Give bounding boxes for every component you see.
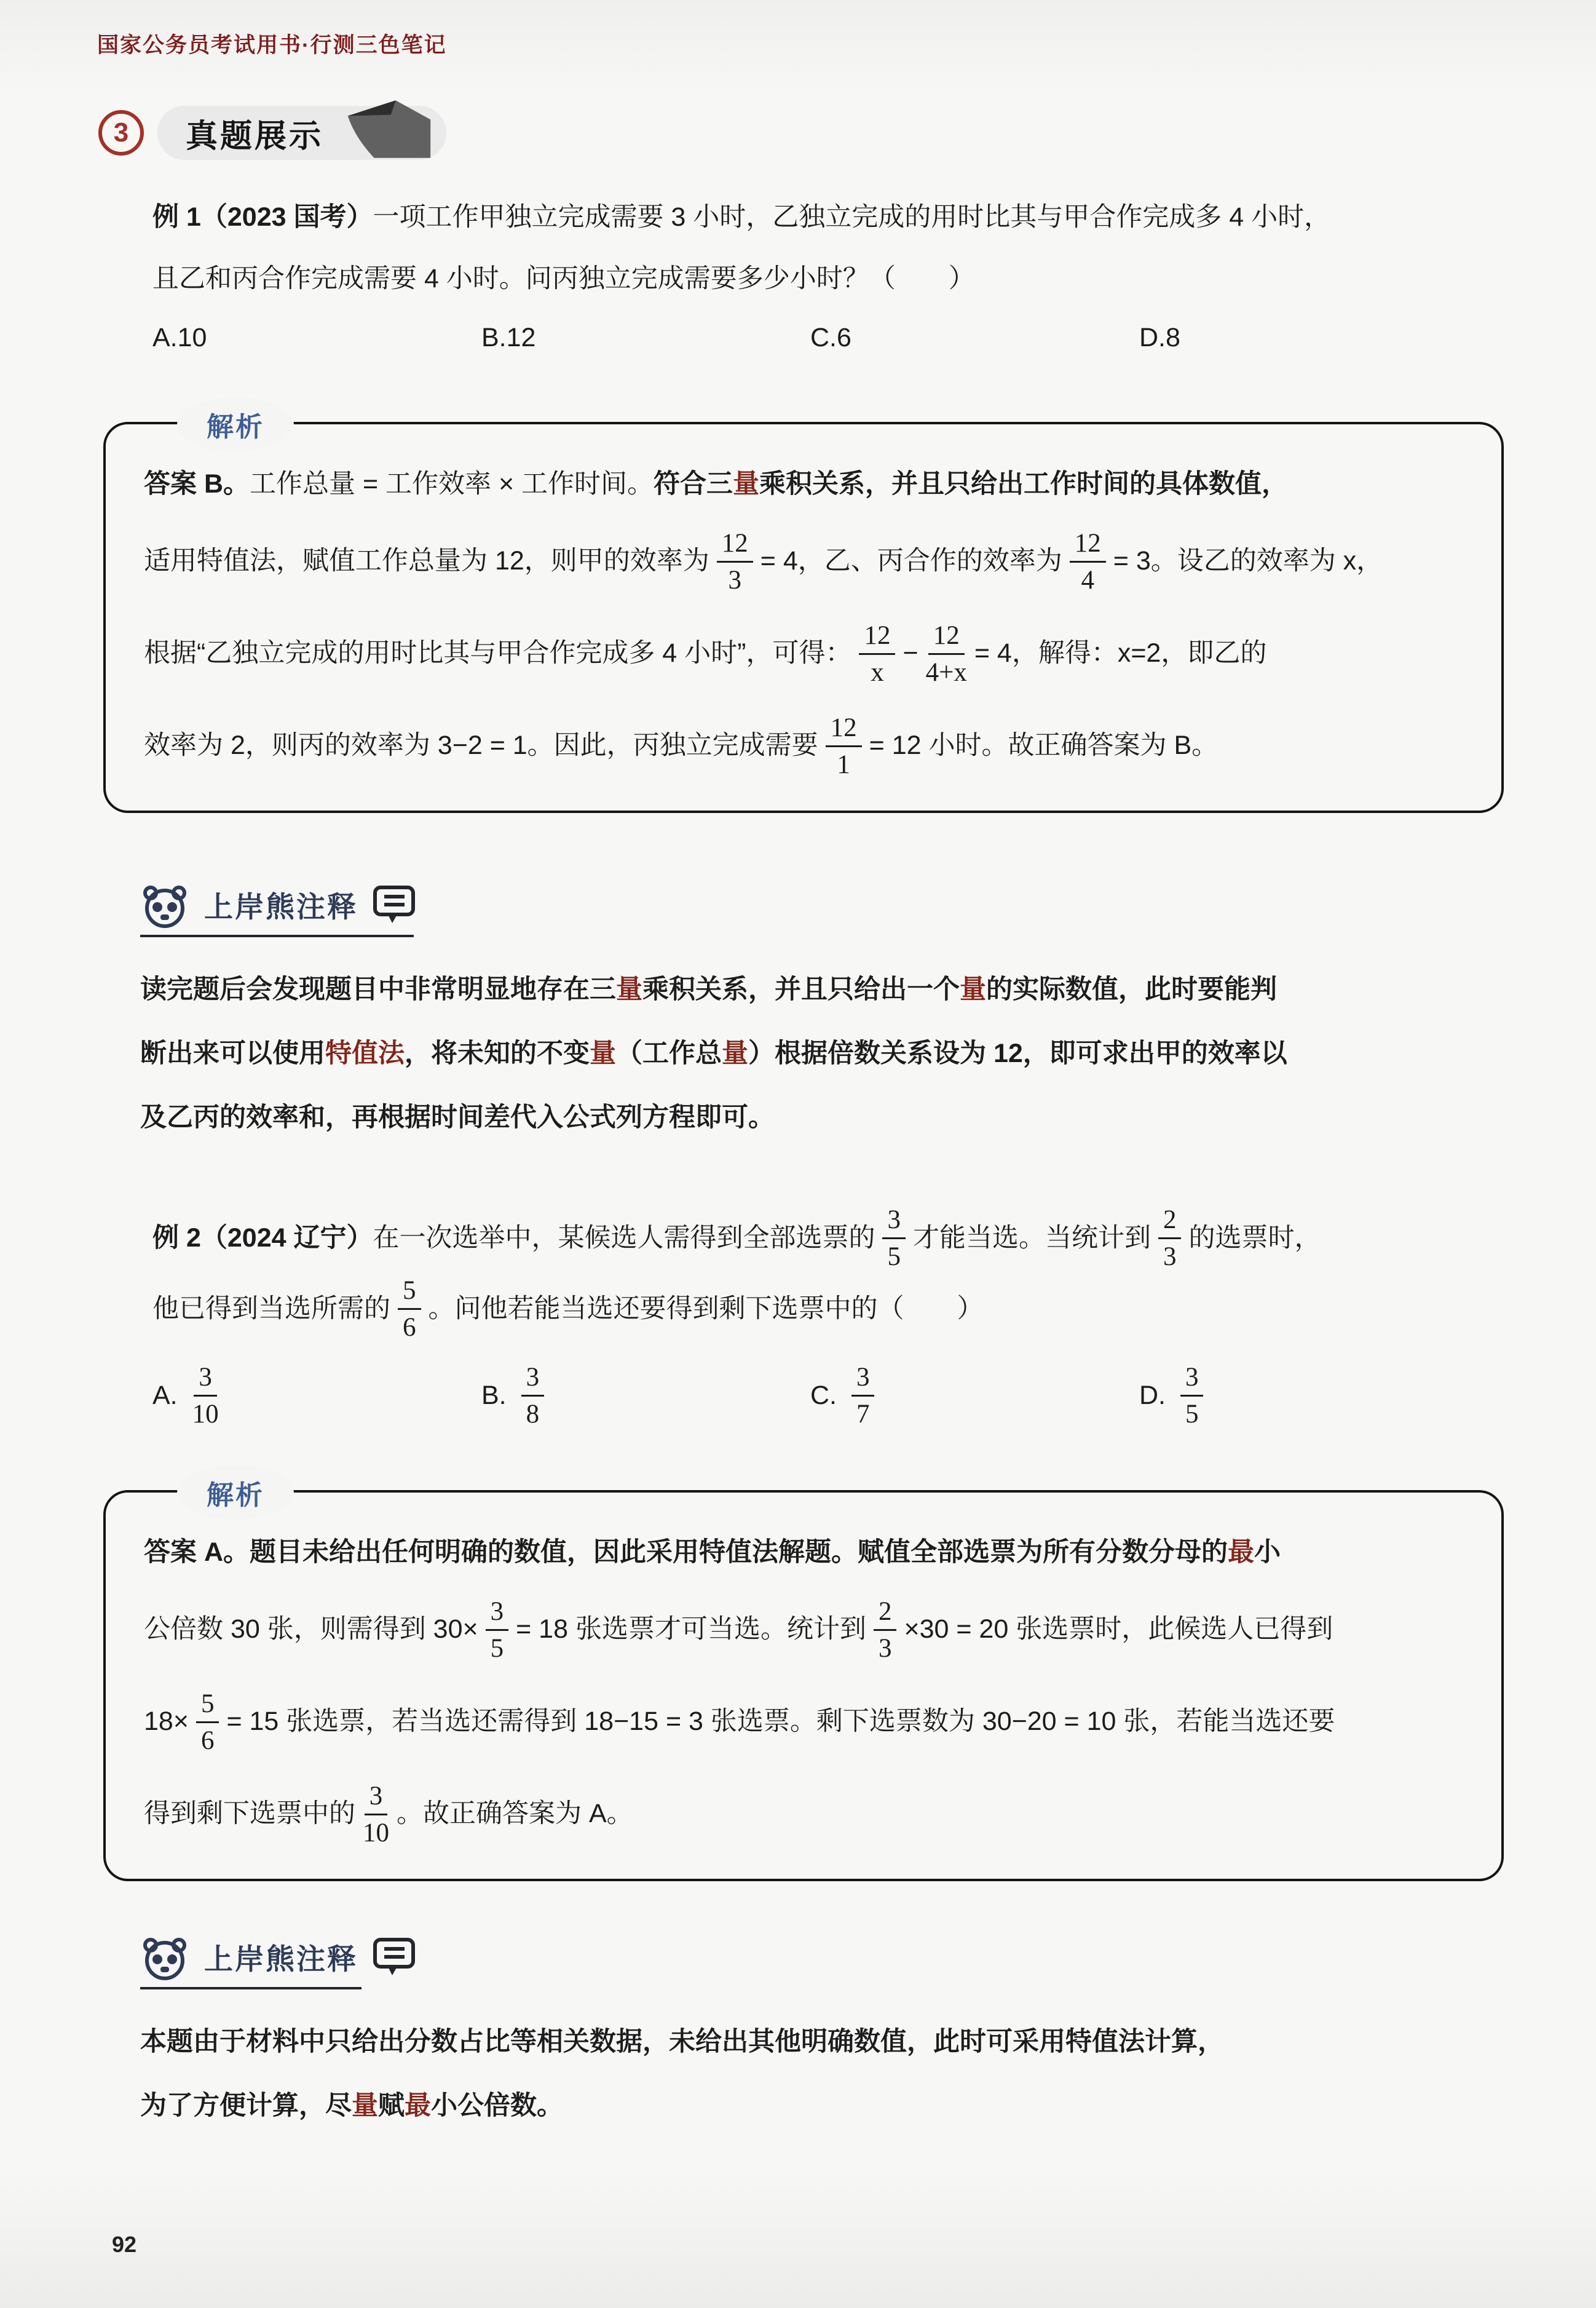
section-title: 真题展示 <box>186 118 324 154</box>
option-d: D. $\frac{3}{5}$ <box>1139 1360 1468 1431</box>
note-line: 为了方便计算，尽 量 赋 最 小公倍数。 <box>140 2091 563 2121</box>
note-underline <box>140 1987 361 1989</box>
note-header <box>140 1929 1498 1985</box>
problem-2 <box>152 1203 1473 1344</box>
analysis-line: 根据“乙独立完成的用时比其与甲合作完成多 4 小时”，可得： $\frac{12}{x}$ − $\frac{12}{4+x}$ = 4，解得：x=2，即乙的 <box>144 621 1267 687</box>
option-b: B. $\frac{3}{8}$ <box>481 1360 810 1431</box>
problem-line: 例 2（2024 辽宁） 在一次选举中，某候选人需得到全部选票的 $\frac{3}{5}$ 才能当选。当统计到 $\frac{2}{3}$ 的选票时， <box>152 1205 1321 1271</box>
option-d: D.8 <box>1139 323 1180 353</box>
analysis-line: 答案 B。 工作总量 = 工作效率 × 工作时间。 符合三 量 乘积关系，并且只给出工作时间的具体数值， <box>144 469 1289 499</box>
speech-bubble-icon <box>373 1937 417 1977</box>
options-row-2 <box>152 1360 1596 1431</box>
ribbon-icon <box>339 97 435 161</box>
bear-icon <box>140 1932 189 1981</box>
option-c: C. $\frac{3}{7}$ <box>810 1360 1139 1431</box>
option-b: B.12 <box>481 323 536 353</box>
note-body <box>140 2010 1498 2138</box>
problem-line: 例 1（2023 国考） 一项工作甲独立完成需要 3 小时，乙独立完成的用时比其与甲合作完成多 4 小时， <box>152 202 1331 232</box>
note-underline <box>140 935 414 937</box>
option-a: A. $\frac{3}{10}$ <box>152 1363 219 1429</box>
option-a: A.10 <box>152 323 207 353</box>
bear-icon <box>140 880 189 929</box>
section-title-pill <box>157 106 446 160</box>
note-body <box>140 958 1498 1150</box>
section-number-icon: 3 <box>98 110 144 156</box>
options-row-1 <box>152 314 1596 363</box>
page-header: 国家公务员考试用书·行测三色笔记 <box>97 33 447 57</box>
note-header <box>140 877 1498 932</box>
note-line: 断出来可以使用 特值法 ，将未知的不变 量 （工作总 量 ）根据倍数关系设为 12，即可求出甲的效率以 <box>140 1039 1287 1069</box>
analysis-line: 答案 A。 题目未给出任何明确的数值，因此采用特值法解题。赋值全部选票为所有分数分母的 最 小 <box>144 1537 1281 1568</box>
problem-line: 他已得到当选所需的 $\frac{5}{6}$ 。问他若能当选还要得到剩下选票中的（ ） <box>152 1276 984 1342</box>
note-title: 上岸熊注释 <box>204 890 358 923</box>
problem-1 <box>152 187 1473 310</box>
note-line: 及乙丙的效率和，再根据时间差代入公式列方程即可。 <box>140 1103 775 1133</box>
analysis-box-1 <box>103 412 1504 813</box>
analysis-line: 18× $\frac{5}{6}$ = 15 张选票，若当选还需得到 18−15 = 3 张选票。剩下选票数为 30−20 = 10 张，若能当选还要 <box>144 1689 1335 1755</box>
speech-bubble-icon <box>373 885 417 924</box>
note-line: 读完题后会发现题目中非常明显地存在三 量 乘积关系，并且只给出一个 量 的实际数值，此时要能判 <box>140 975 1277 1005</box>
note-title: 上岸熊注释 <box>204 1942 358 1975</box>
note-2 <box>140 1929 1498 2138</box>
analysis-line: 公倍数 30 张，则需得到 30× $\frac{3}{5}$ = 18 张选票才可当选。统计到 $\frac{2}{3}$ ×30 = 20 张选票时，此候选人已得到 <box>144 1596 1333 1663</box>
analysis-label: 解析 <box>177 397 294 451</box>
option-c: C.6 <box>810 323 851 353</box>
analysis-line: 得到剩下选票中的 $\frac{3}{10}$ 。故正确答案为 A。 <box>144 1781 633 1847</box>
analysis-line: 适用特值法，赋值工作总量为 12，则甲的效率为 $\frac{12}{3}$ = 4，乙、丙合作的效率为 $\frac{12}{4}$ = 3。设乙的效率为 x， <box>144 528 1383 595</box>
analysis-line: 效率为 2，则丙的效率为 3−2 = 1。因此，丙独立完成需要 $\frac{12}{1}$ = 12 小时。故正确答案为 B。 <box>144 713 1219 779</box>
note-1 <box>140 877 1498 1150</box>
page-number: 92 <box>112 2232 137 2257</box>
analysis-box-2 <box>103 1480 1504 1881</box>
problem-line: 且乙和丙合作完成需要 4 小时。问丙独立完成需要多少小时？（ ） <box>152 264 975 294</box>
analysis-label: 解析 <box>177 1465 294 1520</box>
note-line: 本题由于材料中只给出分数占比等相关数据，未给出其他明确数值，此时可采用特值法计算， <box>140 2027 1224 2057</box>
section-heading <box>98 103 1596 162</box>
